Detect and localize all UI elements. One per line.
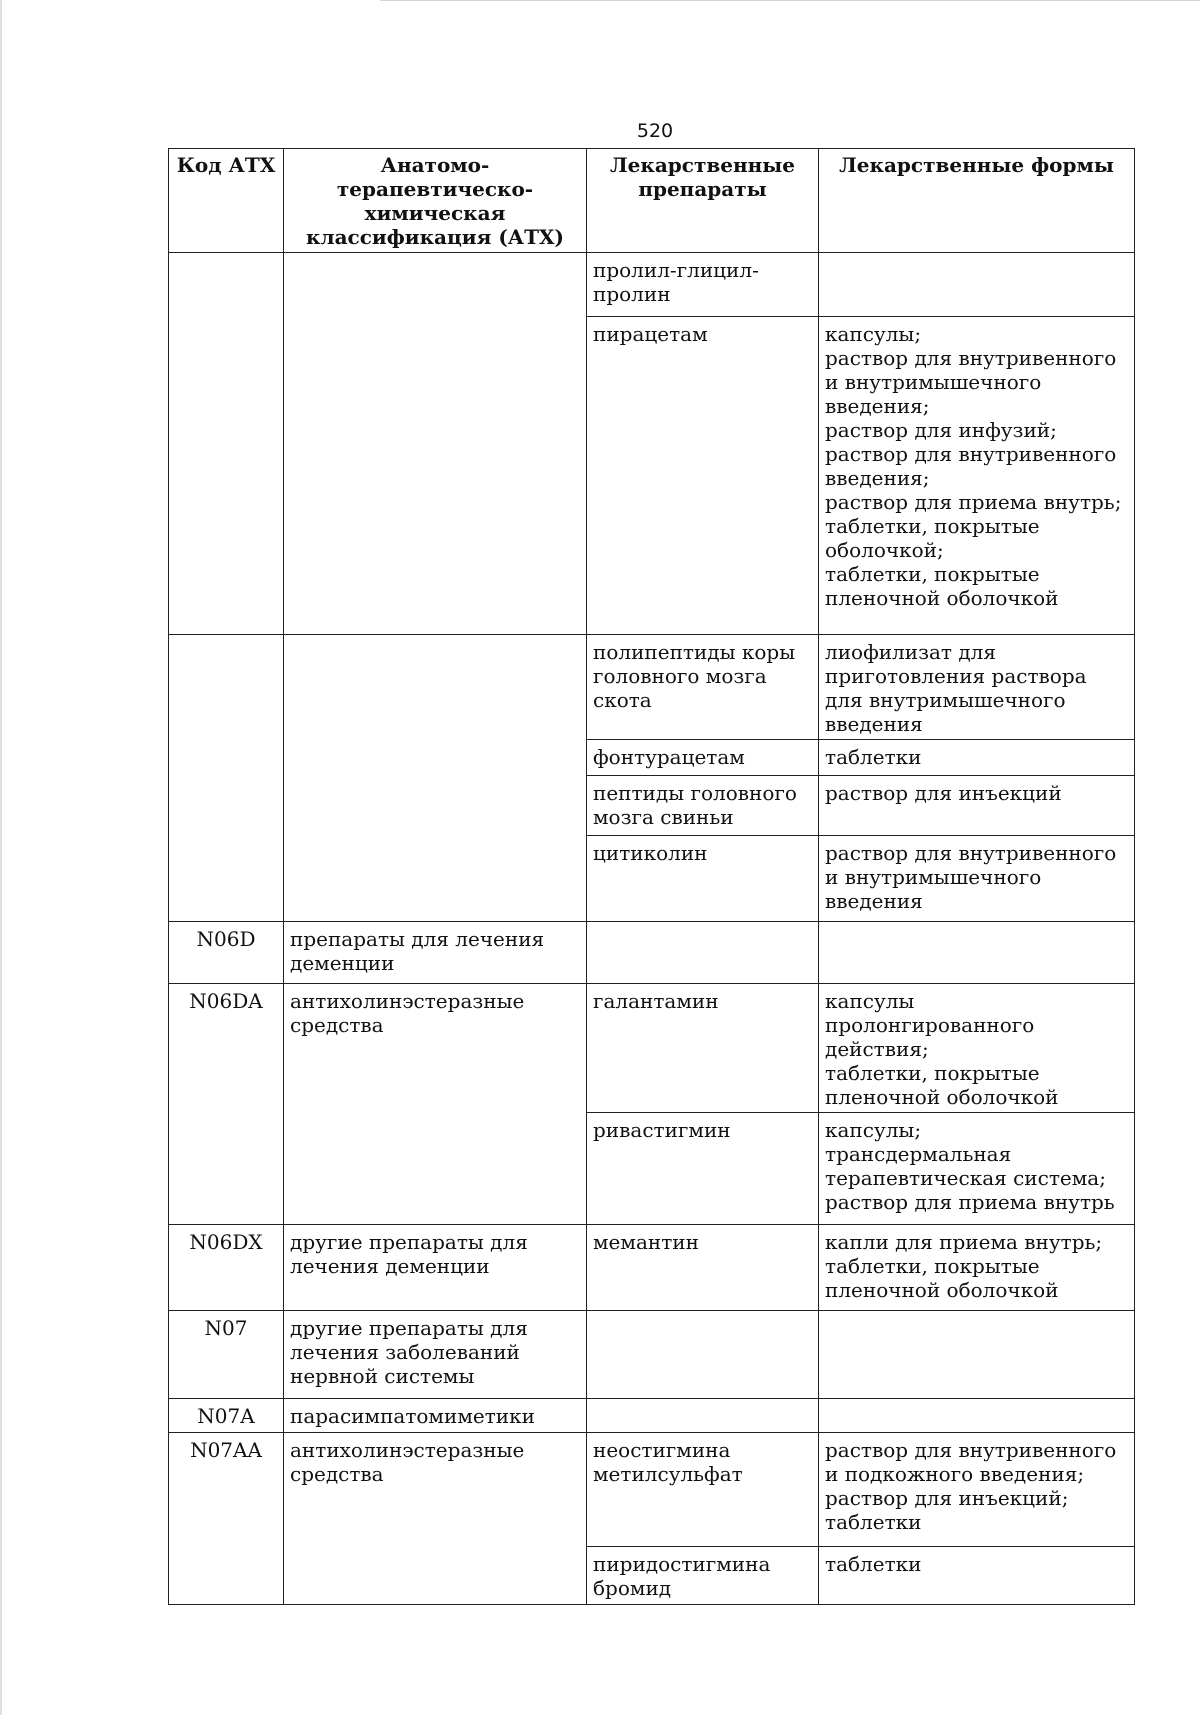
drug-cell [587,922,819,984]
forms-cell: раствор для инъекций [819,776,1135,836]
code-cell: N06DA [169,984,284,1225]
drug-cell: пептиды головного мозга свиньи [587,776,819,836]
classification-cell: антихолинэстеразные средства [284,1433,587,1605]
forms-cell: лиофилизат для приготовления раствора для внутримышечного введения [819,635,1135,740]
classification-cell: препараты для лечения деменции [284,922,587,984]
forms-cell [819,1311,1135,1399]
drug-cell: пролил-глицил-пролин [587,253,819,317]
classification-cell: парасимпатомиметики [284,1399,587,1433]
forms-cell [819,253,1135,317]
drug-cell: неостигмина метилсульфат [587,1433,819,1547]
table-row [169,1399,1135,1433]
forms-cell: раствор для внутривенного и подкожного введения; раствор для инъекций; таблетки [819,1433,1135,1547]
classification-cell [284,635,587,922]
forms-cell: капсулы; трансдермальная терапевтическая система; раствор для приема внутрь [819,1113,1135,1225]
table-row [169,922,1135,984]
forms-cell [819,922,1135,984]
table-row [169,253,1135,317]
scan-edge-mark [380,0,1200,1]
forms-cell: капсулы; раствор для внутривенного и внутримышечного введения; раствор для инфузий; раствор для внутривенного введения; раствор для приема внутрь; таблетки, покрытые оболочкой; таблетки, покрытые пленочной оболочкой [819,317,1135,635]
table-row [169,984,1135,1113]
code-cell: N06D [169,922,284,984]
code-cell: N07A [169,1399,284,1433]
forms-cell [819,1399,1135,1433]
forms-cell: раствор для внутривенного и внутримышечного введения [819,836,1135,922]
table-row [169,635,1135,740]
forms-cell: капли для приема внутрь; таблетки, покрытые пленочной оболочкой [819,1225,1135,1311]
forms-cell: таблетки [819,1547,1135,1605]
drug-cell: мемантин [587,1225,819,1311]
drug-cell: ривастигмин [587,1113,819,1225]
drug-cell: цитиколин [587,836,819,922]
classification-cell: другие препараты для лечения деменции [284,1225,587,1311]
code-cell: N07 [169,1311,284,1399]
drug-cell: фонтурацетам [587,740,819,776]
header-drugs: Лекарственные препараты [587,149,819,253]
classification-cell: антихолинэстеразные средства [284,984,587,1225]
code-cell [169,635,284,922]
table-row [169,1311,1135,1399]
forms-cell: таблетки [819,740,1135,776]
code-cell: N07AA [169,1433,284,1605]
forms-cell: капсулы пролонгированного действия; таблетки, покрытые пленочной оболочкой [819,984,1135,1113]
table-header-row [169,149,1135,253]
header-forms: Лекарственные формы [819,149,1135,253]
page-number: 520 [636,120,674,142]
classification-cell: другие препараты для лечения заболеваний нервной системы [284,1311,587,1399]
code-cell: N06DX [169,1225,284,1311]
classification-cell [284,253,587,635]
drug-cell: пиридостигмина бромид [587,1547,819,1605]
drug-cell [587,1399,819,1433]
header-code: Код АТХ [169,149,284,253]
scan-edge-mark [0,0,2,1715]
code-cell [169,253,284,635]
drug-cell: пирацетам [587,317,819,635]
table-row [169,1433,1135,1547]
table-row [169,1225,1135,1311]
drug-cell: галантамин [587,984,819,1113]
drug-cell [587,1311,819,1399]
atx-drug-table [168,148,1135,1605]
header-classification: Анатомо-терапевтическо-химическая классификация (АТХ) [284,149,587,253]
drug-cell: полипептиды коры головного мозга скота [587,635,819,740]
